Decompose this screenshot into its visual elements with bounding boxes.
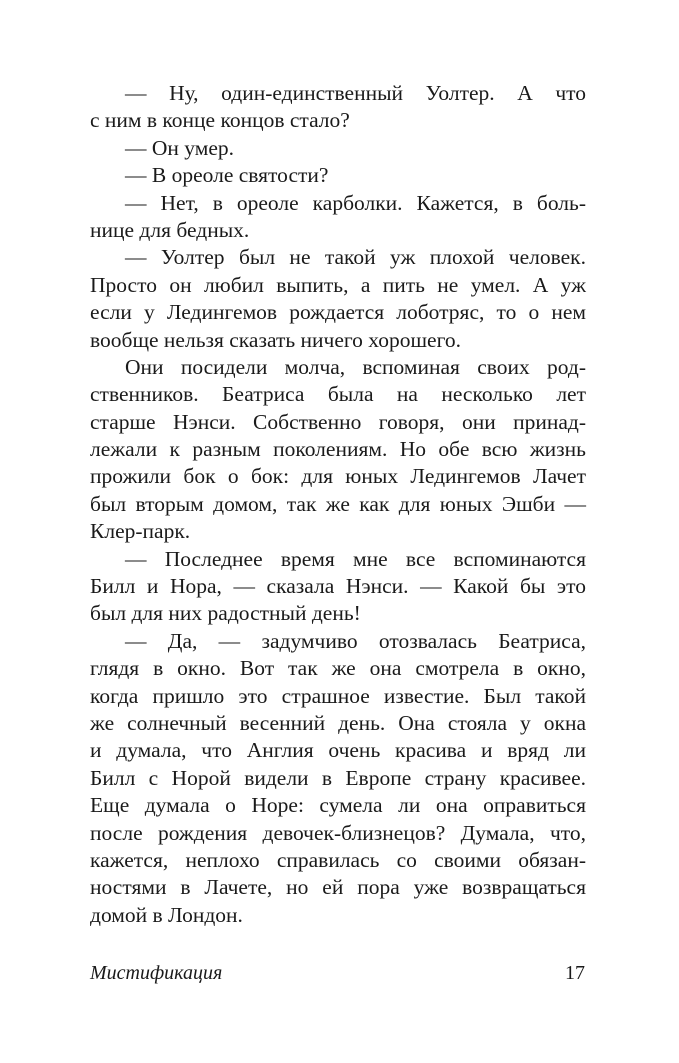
text-line: домой в Лондон. — [90, 902, 243, 927]
page-number: 17 — [565, 962, 585, 984]
text-line: после рождения девочек-близнецов? Думала, что, — [90, 820, 586, 845]
text-line: — Он умер. — [125, 135, 235, 160]
text-line: Клер-парк. — [90, 519, 191, 544]
text-line: глядя в окно. Вот так же она смотрела в окно, — [90, 656, 586, 681]
text-line: с ним в конце концов стало? — [90, 108, 350, 133]
text-line: же солнечный весенний день. Она стояла у окна — [90, 710, 586, 735]
text-line: старше Нэнси. Собственно говоря, они принад- — [90, 409, 586, 434]
text-line: — В ореоле святости? — [125, 163, 329, 188]
text-line: был вторым домом, так же как для юных Эшби — — [90, 491, 586, 516]
text-line: был для них радостный день! — [90, 601, 361, 626]
text-line: когда пришло это страшное известие. Был такой — [90, 683, 586, 708]
page-body — [90, 80, 586, 929]
text-line: Билл с Норой видели в Европе страну красивее. — [90, 765, 586, 790]
text-line: нице для бедных. — [90, 217, 250, 242]
text-line: — Уолтер был не такой уж плохой человек. — [125, 245, 586, 270]
text-line: прожили бок о бок: для юных Ледингемов Лачет — [90, 464, 586, 489]
running-footer-title: Мистификация — [90, 962, 223, 984]
text-line: — Ну, один-единственный Уолтер. А что — [125, 81, 586, 105]
text-line: ностями в Лачете, но ей пора уже возвращаться — [90, 875, 586, 900]
text-line: лежали к разным поколениям. Но обе всю жизнь — [90, 437, 586, 462]
text-line: Просто он любил выпить, а пить не умел. А уж — [90, 272, 586, 297]
text-line: кажется, неплохо справилась со своими обязан- — [90, 847, 586, 872]
text-line: и думала, что Англия очень красива и вряд ли — [90, 738, 586, 763]
text-line: Билл и Нора, — сказала Нэнси. — Какой бы это — [90, 574, 586, 599]
text-line: — Нет, в ореоле карболки. Кажется, в боль- — [125, 190, 586, 215]
text-line: — Да, — задумчиво отозвалась Беатриса, — [125, 628, 586, 653]
text-line: ственников. Беатриса была на несколько лет — [90, 382, 586, 407]
text-line: если у Ледингемов рождается лоботряс, то о нем — [90, 300, 586, 325]
text-line: Они посидели молча, вспоминая своих род- — [125, 354, 586, 379]
text-line: вообще нельзя сказать ничего хорошего. — [90, 327, 461, 352]
text-line: — Последнее время мне все вспоминаются — [125, 546, 586, 571]
text-line: Еще думала о Норе: сумела ли она оправиться — [90, 793, 586, 818]
